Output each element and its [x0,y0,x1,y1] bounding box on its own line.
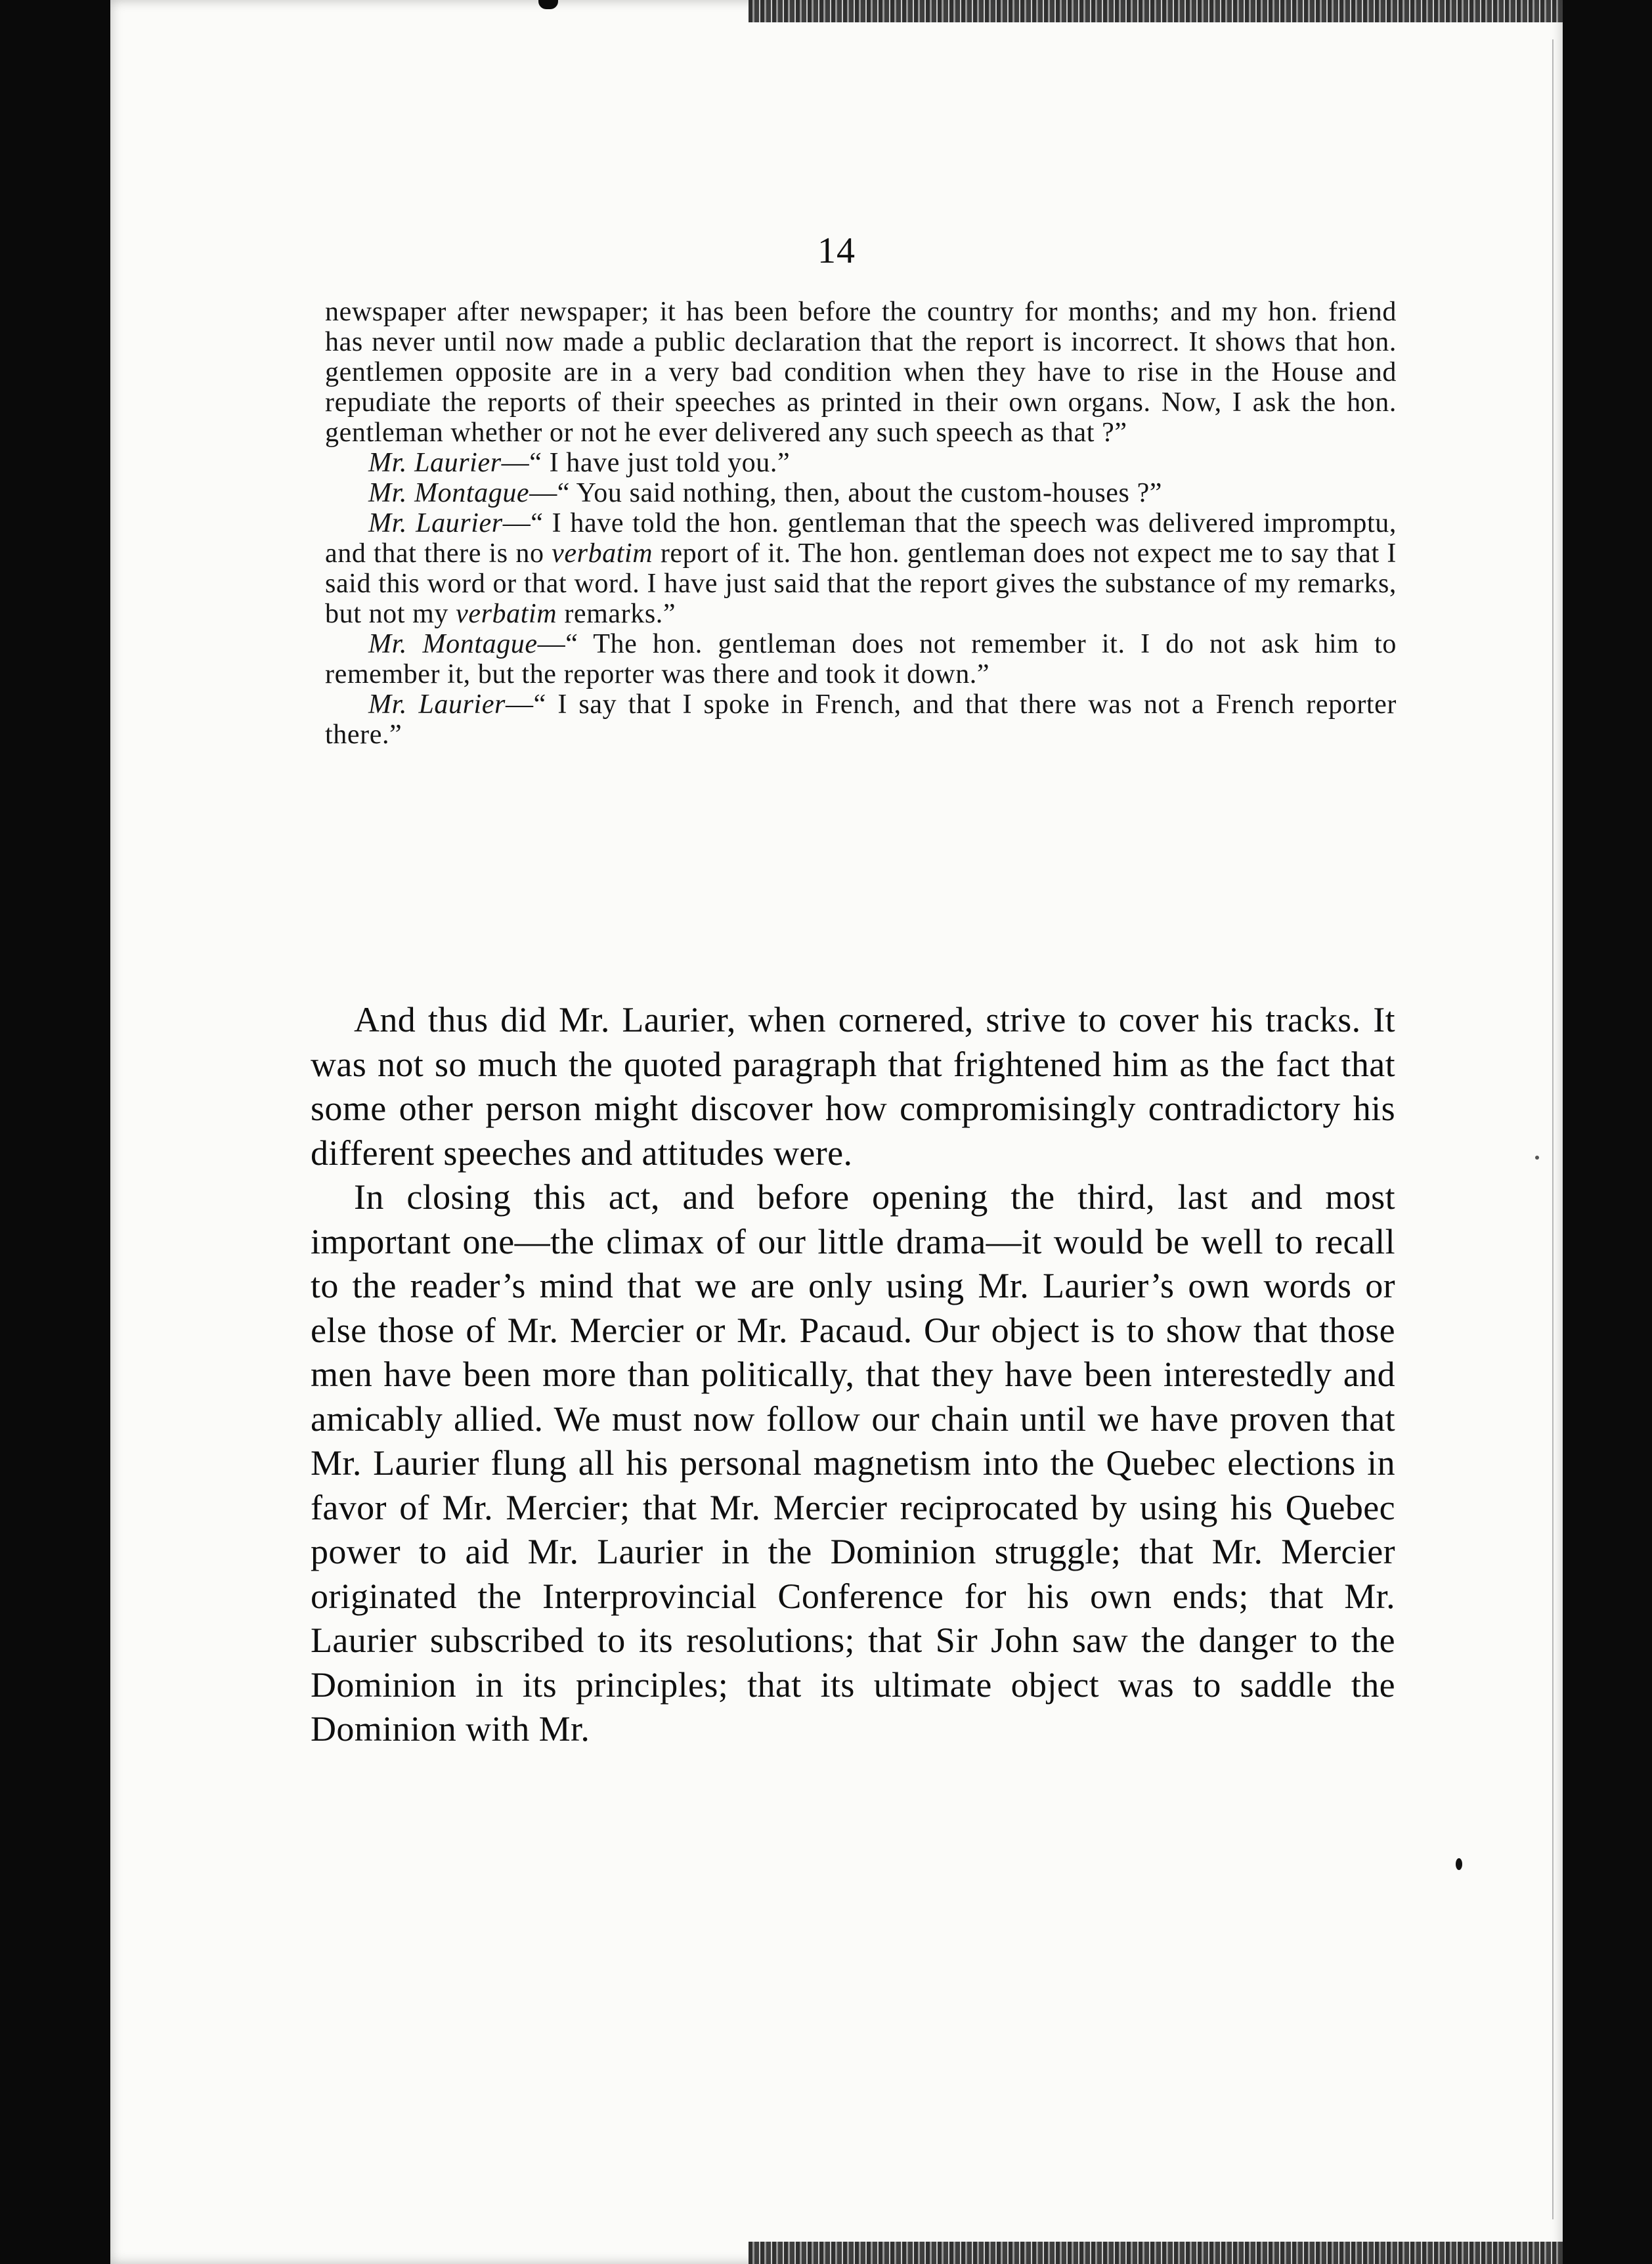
scan-speck [1456,1858,1462,1870]
body-paragraph: In closing this act, and before opening the third, last and most important one—the climax of our little drama—it would be well to recall to the reader’s mind that we are only using Mr. Laurier’s own words or else those of Mr. Mercier or Mr. Pacaud. Our object is to show that those men have been more than politically, that they have been interestedly and amicably allied. We must now follow our chain until we have proven that Mr. Laurier flung all his personal magnetism into the Quebec elections in favor of Mr. Mercier; that Mr. Mercier reciprocated by using his Quebec power to aid Mr. Laurier in the Dominion struggle; that Mr. Mercier originated the Interprovincial Conference for his own ends; that Mr. Laurier subscribed to its resolutions; that Sir John saw the danger to the Dominion in its principles; that its ultimate object was to saddle the Dominion with Mr. [311,1177,1395,1749]
dialogue-line [325,478,1397,508]
speaker-name: Mr. Montague [368,478,530,508]
bottom-page-edge [749,2242,1563,2264]
italic-term: verbatim [456,599,557,629]
speaker-name: Mr. Laurier [368,448,502,478]
speaker-name: Mr. Laurier [368,508,503,538]
dialogue-text: report of it. The hon. gentleman does not expect me to say that I said this word or that word. I have just said that the report gives the substance of my remarks, but not my [325,538,1397,629]
left-scan-margin [0,0,110,2264]
dialogue-line [325,629,1397,689]
page-fold-line [1552,39,1554,2219]
book-page [110,0,1563,2264]
dialogue-text: remarks.” [557,599,676,629]
commentary-text [311,998,1395,1752]
top-page-edge [749,0,1563,22]
dialogue-line [325,448,1397,478]
dialogue-line [325,689,1397,750]
italic-term: verbatim [552,538,653,569]
speaker-name: Mr. Laurier [368,689,506,720]
dialogue-text: —“ I say that I spoke in French, and that there was not a French reporter there.” [325,689,1397,750]
dialogue-text: —“ I have just told you.” [501,448,791,478]
quoted-debate-passage [325,297,1397,750]
speaker-name: Mr. Montague [368,629,538,659]
quote-opening-paragraph: newspaper after newspaper; it has been before the country for months; and my hon. friend has never until now made a public declaration that the report is incorrect. It shows that hon. gentlemen opposite are in a very bad condition when they have to rise in the House and repudiate the reports of their speeches as printed in their own organs. Now, I ask the hon. gentleman whether or not he ever delivered any such speech as that ?” [325,297,1397,448]
dialogue-text: —“ I have told the hon. gentleman that the speech was delivered impromptu, and that there is no [325,508,1397,569]
dialogue-text: —“ The hon. gentleman does not remember it. I do not ask him to remember it, but the reporter was there and took it down.” [325,629,1397,689]
page-number: 14 [817,230,856,271]
dialogue-text: —“ You said nothing, then, about the custom-houses ?” [529,478,1163,508]
dialogue-line [325,508,1397,629]
book-binding-edge [1563,0,1652,2264]
body-paragraph: And thus did Mr. Laurier, when cornered, strive to cover his tracks. It was not so much the quoted paragraph that frightened him as the fact that some other person might discover how compromisingly contradictory his different speeches and attitudes were. [311,1000,1395,1173]
scan-speck [1535,1156,1539,1160]
